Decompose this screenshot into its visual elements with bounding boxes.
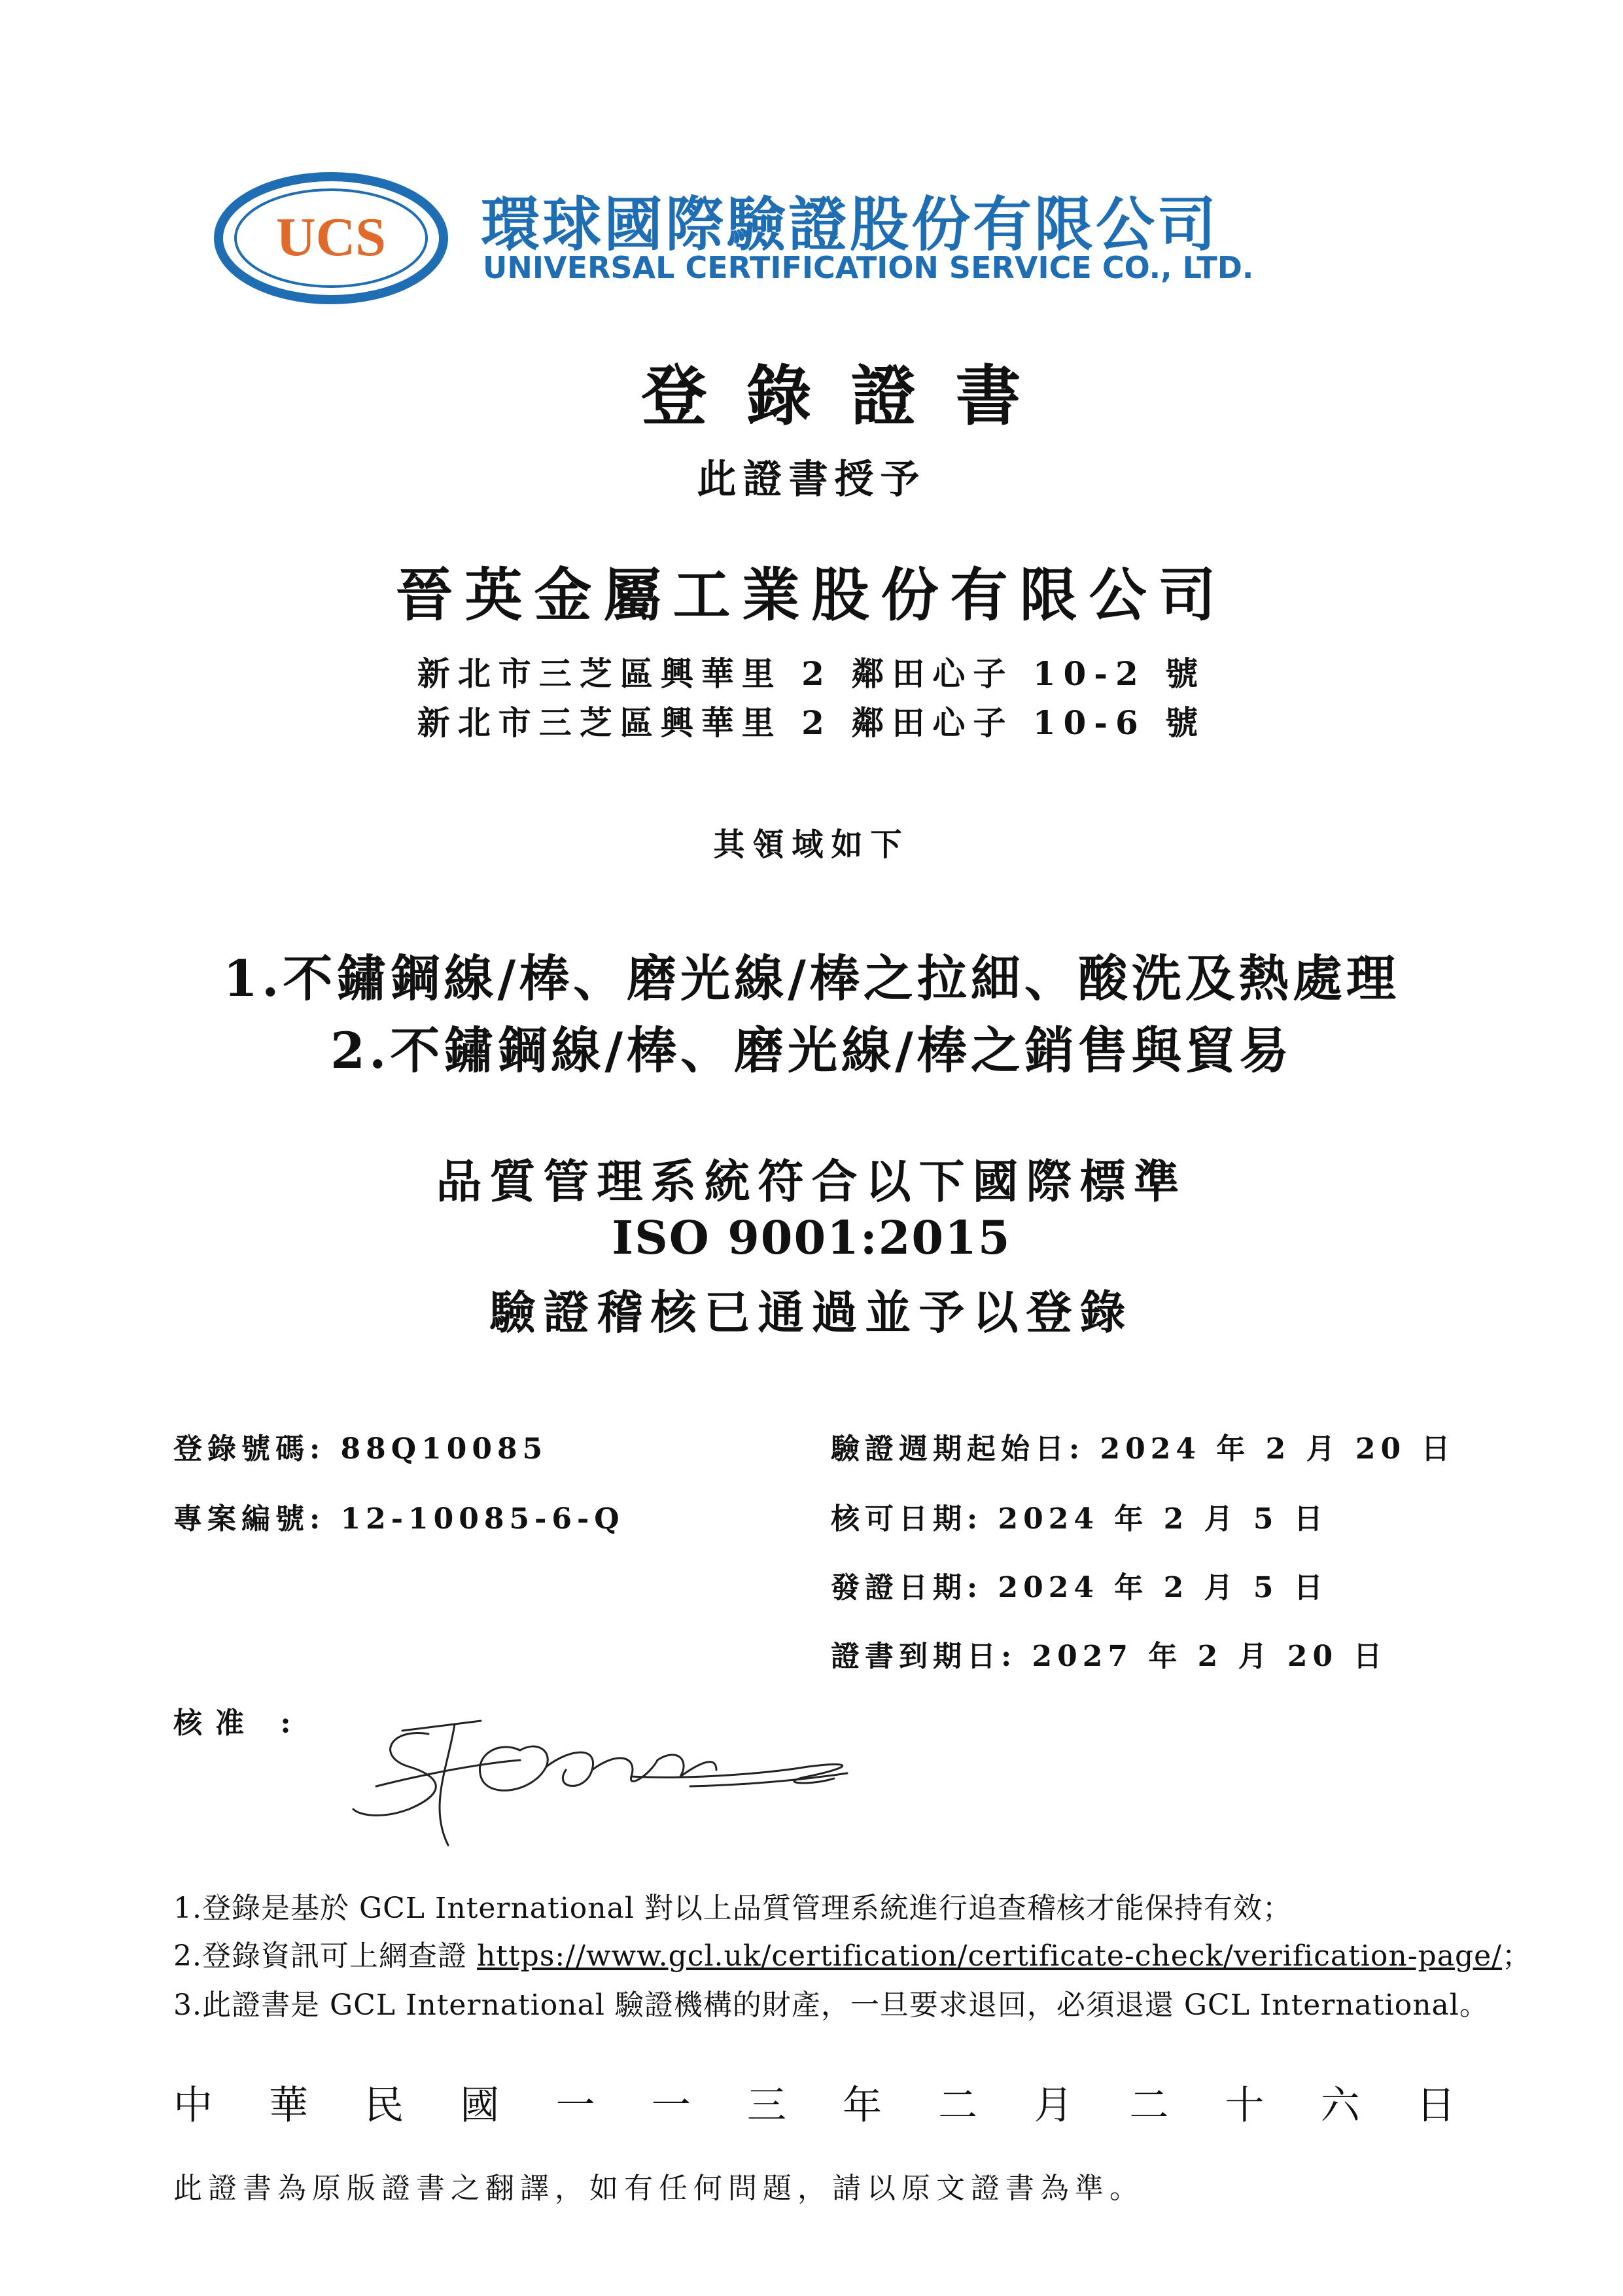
qms-statement: 品質管理系統符合以下國際標準	[436, 1154, 1187, 1209]
company-name-en: UNIVERSAL CERTIFICATION SERVICE CO., LTD.	[483, 250, 1254, 285]
cycle-start-date: 驗證週期起始日: 2024 年 2 月 20 日	[831, 1432, 1456, 1466]
note-2	[173, 1932, 1531, 1974]
translation-note: 此證書為原版證書之翻譯，如有任何問題，請以原文證書為準。	[173, 2172, 1144, 2205]
company-name-cn: 環球國際驗證股份有限公司	[481, 190, 1219, 259]
certificate-title: 登錄證書	[641, 357, 1060, 434]
approval-date: 核可日期: 2024 年 2 月 5 日	[831, 1502, 1328, 1536]
roc-date-char: 年	[842, 2083, 882, 2128]
project-number: 專案編號: 12-10085-6-Q	[173, 1502, 625, 1536]
registration-number: 登錄號碼: 88Q10085	[173, 1432, 548, 1466]
roc-date-char: 六	[1320, 2083, 1360, 2128]
roc-date-char: 華	[269, 2083, 309, 2128]
roc-date-char: 民	[364, 2083, 404, 2128]
note-3: 3.此證書是 GCL International 驗證機構的財產，一旦要求退回，必須退還 GCL International。	[173, 1988, 1489, 2022]
audit-statement: 驗證稽核已通過並予以登錄	[489, 1285, 1134, 1339]
ucs-logo	[213, 171, 449, 306]
approved-label: 核准 :	[173, 1706, 304, 1740]
roc-date	[173, 2074, 1456, 2130]
logo-text: UCS	[275, 207, 387, 268]
note-2-suffix: ；	[1502, 1939, 1531, 1973]
roc-date-char: 二	[938, 2083, 978, 2128]
certificate-subtitle: 此證書授予	[697, 457, 926, 503]
scope-item-1: 1.不鏽鋼線/棒、磨光線/棒之拉細、酸洗及熱處理	[223, 949, 1400, 1008]
issue-date: 發證日期: 2024 年 2 月 5 日	[831, 1571, 1328, 1604]
roc-date-char: 十	[1225, 2083, 1265, 2128]
note-2-prefix: 2.登錄資訊可上網查證	[173, 1939, 477, 1973]
roc-date-char: 月	[1034, 2083, 1073, 2128]
roc-date-char: 日	[1416, 2083, 1456, 2128]
scope-intro: 其領域如下	[713, 826, 910, 863]
grantee-name: 晉英金屬工業股份有限公司	[395, 561, 1228, 629]
roc-date-char: 一	[651, 2083, 691, 2128]
note-1: 1.登錄是基於 GCL International 對以上品質管理系統進行追查稽核才能保持有效；	[173, 1892, 1292, 1925]
expiry-date: 證書到期日: 2027 年 2 月 20 日	[831, 1640, 1387, 1673]
verification-link[interactable]: https://www.gcl.uk/certification/certificate-check/verification-page/	[476, 1939, 1502, 1973]
roc-date-char: 二	[1129, 2083, 1169, 2128]
roc-date-char: 三	[746, 2083, 786, 2128]
roc-date-char: 國	[460, 2083, 500, 2128]
roc-date-char: 中	[173, 2083, 213, 2128]
scope-item-2: 2.不鏽鋼線/棒、磨光線/棒之銷售與貿易	[330, 1021, 1293, 1080]
grantee-address-2: 新北市三芝區興華里 2 鄰田心子 10-6 號	[417, 703, 1206, 742]
roc-date-char: 一	[555, 2083, 595, 2128]
grantee-address-1: 新北市三芝區興華里 2 鄰田心子 10-2 號	[417, 654, 1206, 693]
signature	[350, 1695, 952, 1852]
standard-name: ISO 9001:2015	[612, 1210, 1011, 1265]
